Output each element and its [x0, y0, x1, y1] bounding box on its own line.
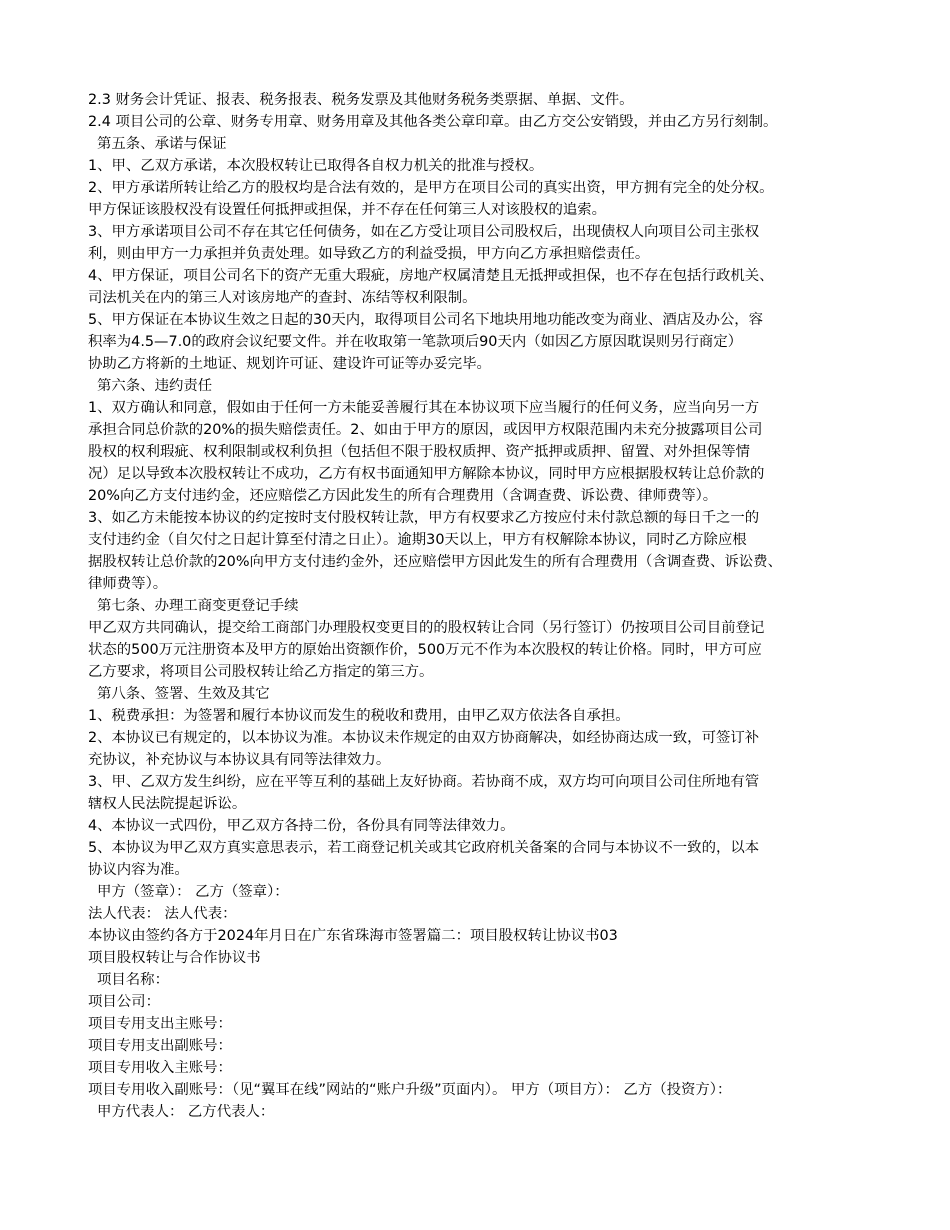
article-6-item-3: 3、如乙方未能按本协议的约定按时支付股权转让款，甲方有权要求乙方按应付未付款总额的每日千之一的: [88, 510, 760, 526]
signature-seal-line: 甲方（签章）： 乙方（签章）：: [97, 884, 289, 900]
document-body: [88, 89, 878, 1123]
article-8-item-5-cont: 协议内容为准。: [88, 862, 189, 878]
project-name-field: 项目名称：: [97, 972, 169, 988]
expense-sub-account-field: 项目专用支出副账号：: [88, 1038, 232, 1054]
article-6-item-1-cont-2: 股权的权利瑕疵、权利限制或权利负担（包括但不限于股权质押、资产抵押或质押、留置、对外担保等情: [88, 444, 750, 460]
expense-main-account-field: 项目专用支出主账号：: [88, 1016, 232, 1032]
article-6-item-1-cont-4: 20%向乙方支付违约金，还应赔偿乙方因此发生的所有合理费用（含调查费、诉讼费、律师费等）。: [88, 488, 718, 504]
article-5-item-2-cont: 甲方保证该股权没有设置任何抵押或担保，并不存在任何第三人对该股权的追索。: [88, 202, 607, 218]
clause-2-3: 2.3 财务会计凭证、报表、税务报表、税务发票及其他财务税务类票据、单据、文件。: [88, 92, 634, 108]
article-8-item-4: 4、本协议一式四份，甲乙双方各持二份，各份具有同等法律效力。: [88, 818, 515, 834]
article-5-item-4: 4、甲方保证，项目公司名下的资产无重大瑕疵，房地产权属清楚且无抵押或担保，也不存在包括行政机关、: [88, 268, 774, 284]
article-8-item-5: 5、本协议为甲乙双方真实意思表示，若工商登记机关或其它政府机关备案的合同与本协议不一致的，以本: [88, 840, 760, 856]
article-8-item-2: 2、本协议已有规定的，以本协议为准。本协议未作规定的由双方协商解决，如经协商达成一致，可签订补: [88, 730, 760, 746]
article-6-item-3-cont-2: 据股权转让总价款的20%向甲方支付违约金外，还应赔偿甲方因此发生的所有合理费用（含调查费、诉讼费、: [88, 554, 782, 570]
article-6-item-1-cont-1: 承担合同总价款的20%的损失赔偿责任。2、如由于甲方的原因，或因甲方权限范围内未充分披露项目公司: [88, 422, 763, 438]
article-8-item-3-cont: 辖权人民法院提起诉讼。: [88, 796, 247, 812]
article-6-item-1-cont-3: 况）足以导致本次股权转让不成功，乙方有权书面通知甲方解除本协议，同时甲方应根据股权转让总价款的: [88, 466, 765, 482]
income-main-account-field: 项目专用收入主账号：: [88, 1060, 232, 1076]
article-6-item-1: 1、双方确认和同意，假如由于任何一方未能妥善履行其在本协议项下应当履行的任何义务，应当向另一方: [88, 400, 760, 416]
legal-representative-line: 法人代表： 法人代表：: [88, 906, 237, 922]
section-heading-article-6: 第六条、违约责任: [97, 378, 213, 394]
article-6-item-3-cont-3: 律师费等）。: [88, 576, 168, 592]
article-5-item-3: 3、甲方承诺项目公司不存在其它任何债务，如在乙方受让项目公司股权后，出现债权人向项目公司主张权: [88, 224, 760, 240]
article-7-para-cont-2: 乙方要求，将项目公司股权转让给乙方指定的第三方。: [88, 664, 434, 680]
representatives-line: 甲方代表人： 乙方代表人：: [97, 1104, 275, 1120]
article-8-item-3: 3、甲、乙双方发生纠纷，应在平等互利的基础上友好协商。若协商不成，双方均可向项目公司住所地有管: [88, 774, 760, 790]
section-heading-article-8: 第八条、签署、生效及其它: [97, 686, 270, 702]
article-7-para-cont-1: 状态的500万元注册资本及甲方的原始出资额作价，500万元不作为本次股权的转让价格。同时，甲方可应: [88, 642, 762, 658]
signing-statement: 本协议由签约各方于2024年月日在广东省珠海市签署篇二：项目股权转让协议书03: [88, 928, 618, 944]
section-heading-article-7: 第七条、办理工商变更登记手续: [97, 598, 299, 614]
article-5-item-5: 5、甲方保证在本协议生效之日起的30天内，取得项目公司名下地块用地功能改变为商业、酒店及办公，容: [88, 312, 764, 328]
article-8-item-2-cont: 充协议，补充协议与本协议具有同等法律效力。: [88, 752, 391, 768]
second-document-title: 项目股权转让与合作协议书: [88, 950, 261, 966]
article-7-para: 甲乙双方共同确认，提交给工商部门办理股权变更目的的股权转让合同（另行签订）仍按项目公司目前登记: [88, 620, 765, 636]
article-8-item-1: 1、税费承担：为签署和履行本协议而发生的税收和费用，由甲乙双方依法各自承担。: [88, 708, 630, 724]
article-5-item-5-cont-2: 协助乙方将新的土地证、规划许可证、建设许可证等办妥完毕。: [88, 356, 491, 372]
article-5-item-1: 1、甲、乙双方承诺，本次股权转让已取得各自权力机关的批准与授权。: [88, 158, 544, 174]
article-5-item-5-cont-1: 积率为4.5—7.0的政府会议纪要文件。并在收取第一笔款项后90天内（如因乙方原因耽误则另行商定）: [88, 334, 743, 350]
income-sub-account-field: 项目专用收入副账号：（见“翼耳在线”网站的“账户升级”页面内）。 甲方（项目方）： 乙方（投资方）：: [88, 1082, 732, 1098]
article-6-item-3-cont-1: 支付违约金（自欠付之日起计算至付清之日止）。逾期30天以上，甲方有权解除本协议，同时乙方除应根: [88, 532, 747, 548]
project-company-field: 项目公司：: [88, 994, 160, 1010]
clause-2-4: 2.4 项目公司的公章、财务专用章、财务用章及其他各类公章印章。由乙方交公安销毁，并由乙方另行刻制。: [88, 114, 778, 130]
article-5-item-4-cont: 司法机关在内的第三人对该房地产的查封、冻结等权利限制。: [88, 290, 477, 306]
section-heading-article-5: 第五条、承诺与保证: [97, 136, 227, 152]
article-5-item-3-cont: 利，则由甲方一力承担并负责处理。如导致乙方的利益受损，甲方向乙方承担赔偿责任。: [88, 246, 650, 262]
article-5-item-2: 2、甲方承诺所转让给乙方的股权均是合法有效的，是甲方在项目公司的真实出资，甲方拥有完全的处分权。: [88, 180, 774, 196]
